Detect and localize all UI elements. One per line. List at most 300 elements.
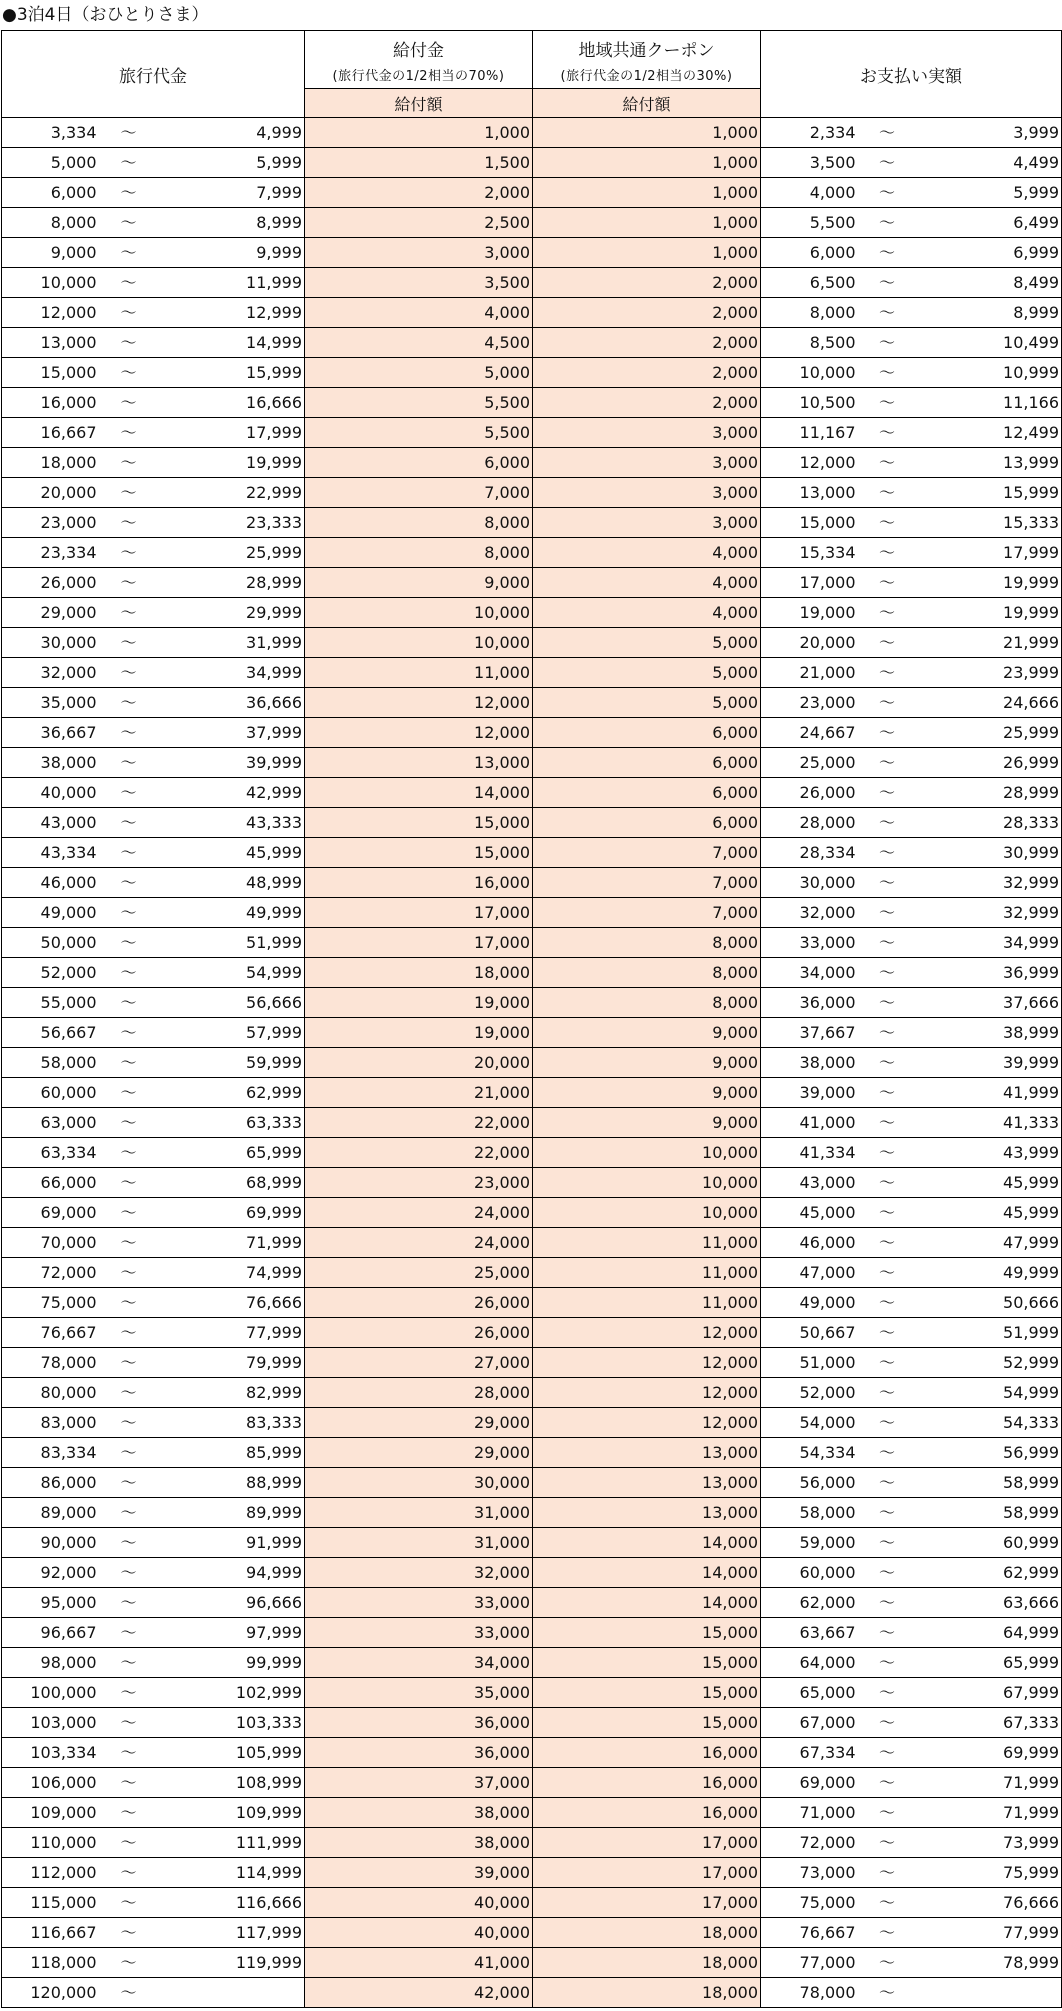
coupon-amount-cell: 12,000 bbox=[533, 1348, 761, 1378]
payment-to-cell: 8,999 bbox=[915, 298, 1062, 328]
coupon-amount-cell: 16,000 bbox=[533, 1798, 761, 1828]
travel-price-to-cell bbox=[157, 1978, 305, 2008]
payment-tilde-cell: 〜 bbox=[860, 1528, 915, 1558]
travel-price-from-cell: 103,334 bbox=[2, 1738, 101, 1768]
travel-price-to-cell: 48,999 bbox=[157, 868, 305, 898]
payment-tilde-cell: 〜 bbox=[860, 478, 915, 508]
travel-price-tilde-cell: 〜 bbox=[101, 238, 157, 268]
payment-to-cell: 60,999 bbox=[915, 1528, 1062, 1558]
travel-price-from-cell: 66,000 bbox=[2, 1168, 101, 1198]
travel-price-to-cell: 59,999 bbox=[157, 1048, 305, 1078]
coupon-amount-cell: 1,000 bbox=[533, 208, 761, 238]
travel-price-tilde-cell: 〜 bbox=[101, 928, 157, 958]
table-row bbox=[2, 148, 1062, 178]
travel-price-from-cell: 46,000 bbox=[2, 868, 101, 898]
header-coupon-amount: 給付額 bbox=[533, 89, 761, 118]
payment-from-cell: 54,334 bbox=[761, 1438, 860, 1468]
travel-price-tilde-cell: 〜 bbox=[101, 448, 157, 478]
benefit-amount-cell: 1,500 bbox=[305, 148, 533, 178]
benefit-amount-cell: 39,000 bbox=[305, 1858, 533, 1888]
travel-price-tilde-cell: 〜 bbox=[101, 1678, 157, 1708]
payment-from-cell: 62,000 bbox=[761, 1588, 860, 1618]
travel-price-from-cell: 83,000 bbox=[2, 1408, 101, 1438]
payment-to-cell: 8,499 bbox=[915, 268, 1062, 298]
travel-price-tilde-cell: 〜 bbox=[101, 358, 157, 388]
header-coupon bbox=[533, 31, 761, 89]
table-row bbox=[2, 1858, 1062, 1888]
benefit-amount-cell: 30,000 bbox=[305, 1468, 533, 1498]
travel-price-tilde-cell: 〜 bbox=[101, 868, 157, 898]
payment-from-cell: 2,334 bbox=[761, 118, 860, 148]
payment-tilde-cell: 〜 bbox=[860, 298, 915, 328]
payment-to-cell: 10,999 bbox=[915, 358, 1062, 388]
coupon-amount-cell: 5,000 bbox=[533, 628, 761, 658]
travel-price-tilde-cell: 〜 bbox=[101, 1438, 157, 1468]
travel-price-tilde-cell: 〜 bbox=[101, 1258, 157, 1288]
coupon-amount-cell: 14,000 bbox=[533, 1558, 761, 1588]
benefit-amount-cell: 8,000 bbox=[305, 508, 533, 538]
travel-price-tilde-cell: 〜 bbox=[101, 1768, 157, 1798]
payment-from-cell: 65,000 bbox=[761, 1678, 860, 1708]
payment-to-cell: 75,999 bbox=[915, 1858, 1062, 1888]
benefit-amount-cell: 1,000 bbox=[305, 118, 533, 148]
payment-from-cell: 75,000 bbox=[761, 1888, 860, 1918]
payment-to-cell: 43,999 bbox=[915, 1138, 1062, 1168]
payment-tilde-cell: 〜 bbox=[860, 808, 915, 838]
coupon-amount-cell: 18,000 bbox=[533, 1978, 761, 2008]
payment-from-cell: 6,500 bbox=[761, 268, 860, 298]
coupon-amount-cell: 17,000 bbox=[533, 1888, 761, 1918]
table-row bbox=[2, 1288, 1062, 1318]
payment-from-cell: 60,000 bbox=[761, 1558, 860, 1588]
travel-price-to-cell: 31,999 bbox=[157, 628, 305, 658]
travel-price-tilde-cell: 〜 bbox=[101, 508, 157, 538]
travel-price-from-cell: 116,667 bbox=[2, 1918, 101, 1948]
travel-price-tilde-cell: 〜 bbox=[101, 568, 157, 598]
table-row bbox=[2, 1948, 1062, 1978]
travel-price-to-cell: 108,999 bbox=[157, 1768, 305, 1798]
coupon-amount-cell: 1,000 bbox=[533, 148, 761, 178]
travel-price-from-cell: 18,000 bbox=[2, 448, 101, 478]
coupon-amount-cell: 4,000 bbox=[533, 538, 761, 568]
travel-price-from-cell: 80,000 bbox=[2, 1378, 101, 1408]
travel-price-from-cell: 96,667 bbox=[2, 1618, 101, 1648]
header-benefit bbox=[305, 31, 533, 89]
benefit-amount-cell: 40,000 bbox=[305, 1888, 533, 1918]
coupon-amount-cell: 9,000 bbox=[533, 1078, 761, 1108]
benefit-amount-cell: 2,000 bbox=[305, 178, 533, 208]
payment-from-cell: 28,334 bbox=[761, 838, 860, 868]
coupon-amount-cell: 6,000 bbox=[533, 718, 761, 748]
travel-price-from-cell: 23,334 bbox=[2, 538, 101, 568]
travel-price-to-cell: 29,999 bbox=[157, 598, 305, 628]
benefit-amount-cell: 25,000 bbox=[305, 1258, 533, 1288]
payment-tilde-cell: 〜 bbox=[860, 1708, 915, 1738]
benefit-amount-cell: 2,500 bbox=[305, 208, 533, 238]
travel-price-from-cell: 58,000 bbox=[2, 1048, 101, 1078]
payment-from-cell: 41,000 bbox=[761, 1108, 860, 1138]
travel-price-to-cell: 85,999 bbox=[157, 1438, 305, 1468]
table-header bbox=[2, 31, 1062, 118]
table-row bbox=[2, 1048, 1062, 1078]
travel-price-from-cell: 35,000 bbox=[2, 688, 101, 718]
travel-price-tilde-cell: 〜 bbox=[101, 1318, 157, 1348]
travel-price-from-cell: 95,000 bbox=[2, 1588, 101, 1618]
fare-table bbox=[1, 30, 1062, 2008]
payment-to-cell: 78,999 bbox=[915, 1948, 1062, 1978]
travel-price-tilde-cell: 〜 bbox=[101, 1468, 157, 1498]
travel-price-from-cell: 72,000 bbox=[2, 1258, 101, 1288]
payment-to-cell: 21,999 bbox=[915, 628, 1062, 658]
travel-price-from-cell: 89,000 bbox=[2, 1498, 101, 1528]
payment-from-cell: 41,334 bbox=[761, 1138, 860, 1168]
travel-price-to-cell: 119,999 bbox=[157, 1948, 305, 1978]
payment-from-cell: 15,000 bbox=[761, 508, 860, 538]
table-row bbox=[2, 538, 1062, 568]
benefit-amount-cell: 26,000 bbox=[305, 1318, 533, 1348]
coupon-amount-cell: 5,000 bbox=[533, 658, 761, 688]
travel-price-to-cell: 76,666 bbox=[157, 1288, 305, 1318]
benefit-amount-cell: 33,000 bbox=[305, 1588, 533, 1618]
travel-price-from-cell: 110,000 bbox=[2, 1828, 101, 1858]
travel-price-from-cell: 38,000 bbox=[2, 748, 101, 778]
travel-price-tilde-cell: 〜 bbox=[101, 1948, 157, 1978]
coupon-amount-cell: 18,000 bbox=[533, 1948, 761, 1978]
travel-price-to-cell: 7,999 bbox=[157, 178, 305, 208]
payment-tilde-cell: 〜 bbox=[860, 718, 915, 748]
payment-to-cell: 64,999 bbox=[915, 1618, 1062, 1648]
payment-from-cell: 67,334 bbox=[761, 1738, 860, 1768]
coupon-amount-cell: 6,000 bbox=[533, 808, 761, 838]
payment-tilde-cell: 〜 bbox=[860, 1108, 915, 1138]
travel-price-to-cell: 114,999 bbox=[157, 1858, 305, 1888]
travel-price-from-cell: 70,000 bbox=[2, 1228, 101, 1258]
travel-price-to-cell: 109,999 bbox=[157, 1798, 305, 1828]
travel-price-to-cell: 89,999 bbox=[157, 1498, 305, 1528]
travel-price-tilde-cell: 〜 bbox=[101, 1168, 157, 1198]
travel-price-from-cell: 90,000 bbox=[2, 1528, 101, 1558]
travel-price-to-cell: 111,999 bbox=[157, 1828, 305, 1858]
table-row bbox=[2, 268, 1062, 298]
coupon-amount-cell: 6,000 bbox=[533, 748, 761, 778]
coupon-amount-cell: 10,000 bbox=[533, 1198, 761, 1228]
travel-price-to-cell: 49,999 bbox=[157, 898, 305, 928]
coupon-amount-cell: 15,000 bbox=[533, 1708, 761, 1738]
coupon-amount-cell: 11,000 bbox=[533, 1288, 761, 1318]
payment-to-cell: 32,999 bbox=[915, 868, 1062, 898]
coupon-amount-cell: 6,000 bbox=[533, 778, 761, 808]
payment-to-cell: 10,499 bbox=[915, 328, 1062, 358]
benefit-amount-cell: 37,000 bbox=[305, 1768, 533, 1798]
header-benefit-note: (旅行代金の1/2相当の70%) bbox=[332, 68, 505, 84]
header-benefit-title: 給付金 bbox=[393, 40, 444, 61]
travel-price-to-cell: 68,999 bbox=[157, 1168, 305, 1198]
payment-tilde-cell: 〜 bbox=[860, 988, 915, 1018]
travel-price-from-cell: 103,000 bbox=[2, 1708, 101, 1738]
travel-price-from-cell: 40,000 bbox=[2, 778, 101, 808]
header-travel-price: 旅行代金 bbox=[2, 31, 305, 118]
payment-from-cell: 67,000 bbox=[761, 1708, 860, 1738]
payment-tilde-cell: 〜 bbox=[860, 148, 915, 178]
coupon-amount-cell: 9,000 bbox=[533, 1048, 761, 1078]
payment-from-cell: 51,000 bbox=[761, 1348, 860, 1378]
travel-price-tilde-cell: 〜 bbox=[101, 1918, 157, 1948]
travel-price-tilde-cell: 〜 bbox=[101, 1648, 157, 1678]
table-row bbox=[2, 1378, 1062, 1408]
payment-from-cell: 71,000 bbox=[761, 1798, 860, 1828]
coupon-amount-cell: 1,000 bbox=[533, 178, 761, 208]
coupon-amount-cell: 5,000 bbox=[533, 688, 761, 718]
benefit-amount-cell: 12,000 bbox=[305, 688, 533, 718]
benefit-amount-cell: 10,000 bbox=[305, 628, 533, 658]
table-row bbox=[2, 628, 1062, 658]
travel-price-to-cell: 23,333 bbox=[157, 508, 305, 538]
travel-price-tilde-cell: 〜 bbox=[101, 478, 157, 508]
travel-price-to-cell: 62,999 bbox=[157, 1078, 305, 1108]
travel-price-to-cell: 11,999 bbox=[157, 268, 305, 298]
travel-price-tilde-cell: 〜 bbox=[101, 538, 157, 568]
table-row bbox=[2, 658, 1062, 688]
payment-tilde-cell: 〜 bbox=[860, 1798, 915, 1828]
table-row bbox=[2, 898, 1062, 928]
travel-price-tilde-cell: 〜 bbox=[101, 1528, 157, 1558]
benefit-amount-cell: 22,000 bbox=[305, 1108, 533, 1138]
coupon-amount-cell: 2,000 bbox=[533, 298, 761, 328]
table-row bbox=[2, 118, 1062, 148]
travel-price-tilde-cell: 〜 bbox=[101, 418, 157, 448]
travel-price-from-cell: 16,667 bbox=[2, 418, 101, 448]
payment-to-cell: 4,499 bbox=[915, 148, 1062, 178]
payment-from-cell: 43,000 bbox=[761, 1168, 860, 1198]
travel-price-tilde-cell: 〜 bbox=[101, 148, 157, 178]
payment-from-cell: 3,500 bbox=[761, 148, 860, 178]
table-row bbox=[2, 1798, 1062, 1828]
travel-price-tilde-cell: 〜 bbox=[101, 718, 157, 748]
travel-price-from-cell: 98,000 bbox=[2, 1648, 101, 1678]
table-row bbox=[2, 388, 1062, 418]
payment-tilde-cell: 〜 bbox=[860, 1168, 915, 1198]
travel-price-to-cell: 25,999 bbox=[157, 538, 305, 568]
coupon-amount-cell: 16,000 bbox=[533, 1768, 761, 1798]
payment-to-cell: 32,999 bbox=[915, 898, 1062, 928]
travel-price-from-cell: 120,000 bbox=[2, 1978, 101, 2008]
travel-price-to-cell: 94,999 bbox=[157, 1558, 305, 1588]
payment-from-cell: 28,000 bbox=[761, 808, 860, 838]
travel-price-to-cell: 88,999 bbox=[157, 1468, 305, 1498]
travel-price-tilde-cell: 〜 bbox=[101, 1078, 157, 1108]
travel-price-tilde-cell: 〜 bbox=[101, 1498, 157, 1528]
payment-to-cell: 69,999 bbox=[915, 1738, 1062, 1768]
payment-to-cell: 67,333 bbox=[915, 1708, 1062, 1738]
travel-price-to-cell: 91,999 bbox=[157, 1528, 305, 1558]
payment-tilde-cell: 〜 bbox=[860, 1978, 915, 2008]
payment-tilde-cell: 〜 bbox=[860, 1408, 915, 1438]
travel-price-to-cell: 19,999 bbox=[157, 448, 305, 478]
coupon-amount-cell: 10,000 bbox=[533, 1168, 761, 1198]
payment-to-cell: 39,999 bbox=[915, 1048, 1062, 1078]
table-row bbox=[2, 1768, 1062, 1798]
travel-price-tilde-cell: 〜 bbox=[101, 1108, 157, 1138]
payment-to-cell: 73,999 bbox=[915, 1828, 1062, 1858]
travel-price-to-cell: 43,333 bbox=[157, 808, 305, 838]
travel-price-to-cell: 102,999 bbox=[157, 1678, 305, 1708]
travel-price-to-cell: 37,999 bbox=[157, 718, 305, 748]
payment-from-cell: 49,000 bbox=[761, 1288, 860, 1318]
payment-from-cell: 58,000 bbox=[761, 1498, 860, 1528]
table-row bbox=[2, 988, 1062, 1018]
payment-tilde-cell: 〜 bbox=[860, 238, 915, 268]
payment-tilde-cell: 〜 bbox=[860, 388, 915, 418]
benefit-amount-cell: 35,000 bbox=[305, 1678, 533, 1708]
travel-price-from-cell: 112,000 bbox=[2, 1858, 101, 1888]
travel-price-tilde-cell: 〜 bbox=[101, 178, 157, 208]
payment-from-cell: 77,000 bbox=[761, 1948, 860, 1978]
benefit-amount-cell: 5,000 bbox=[305, 358, 533, 388]
coupon-amount-cell: 10,000 bbox=[533, 1138, 761, 1168]
payment-tilde-cell: 〜 bbox=[860, 1078, 915, 1108]
coupon-amount-cell: 3,000 bbox=[533, 478, 761, 508]
coupon-amount-cell: 15,000 bbox=[533, 1678, 761, 1708]
travel-price-from-cell: 100,000 bbox=[2, 1678, 101, 1708]
coupon-amount-cell: 7,000 bbox=[533, 868, 761, 898]
payment-to-cell: 30,999 bbox=[915, 838, 1062, 868]
travel-price-to-cell: 99,999 bbox=[157, 1648, 305, 1678]
travel-price-tilde-cell: 〜 bbox=[101, 1138, 157, 1168]
benefit-amount-cell: 13,000 bbox=[305, 748, 533, 778]
travel-price-from-cell: 15,000 bbox=[2, 358, 101, 388]
coupon-amount-cell: 11,000 bbox=[533, 1228, 761, 1258]
payment-from-cell: 8,000 bbox=[761, 298, 860, 328]
travel-price-tilde-cell: 〜 bbox=[101, 748, 157, 778]
travel-price-to-cell: 36,666 bbox=[157, 688, 305, 718]
payment-tilde-cell: 〜 bbox=[860, 1048, 915, 1078]
benefit-amount-cell: 3,500 bbox=[305, 268, 533, 298]
payment-to-cell: 6,999 bbox=[915, 238, 1062, 268]
payment-tilde-cell: 〜 bbox=[860, 1138, 915, 1168]
payment-tilde-cell: 〜 bbox=[860, 628, 915, 658]
coupon-amount-cell: 12,000 bbox=[533, 1378, 761, 1408]
payment-tilde-cell: 〜 bbox=[860, 1678, 915, 1708]
coupon-amount-cell: 17,000 bbox=[533, 1858, 761, 1888]
travel-price-to-cell: 12,999 bbox=[157, 298, 305, 328]
benefit-amount-cell: 5,500 bbox=[305, 418, 533, 448]
payment-tilde-cell: 〜 bbox=[860, 118, 915, 148]
payment-tilde-cell: 〜 bbox=[860, 508, 915, 538]
benefit-amount-cell: 29,000 bbox=[305, 1408, 533, 1438]
payment-to-cell: 37,666 bbox=[915, 988, 1062, 1018]
payment-tilde-cell: 〜 bbox=[860, 1348, 915, 1378]
payment-to-cell: 71,999 bbox=[915, 1768, 1062, 1798]
benefit-amount-cell: 42,000 bbox=[305, 1978, 533, 2008]
payment-from-cell: 21,000 bbox=[761, 658, 860, 688]
coupon-amount-cell: 1,000 bbox=[533, 118, 761, 148]
payment-tilde-cell: 〜 bbox=[860, 1228, 915, 1258]
travel-price-to-cell: 116,666 bbox=[157, 1888, 305, 1918]
table-row bbox=[2, 1978, 1062, 2008]
travel-price-tilde-cell: 〜 bbox=[101, 118, 157, 148]
payment-to-cell: 38,999 bbox=[915, 1018, 1062, 1048]
travel-price-from-cell: 16,000 bbox=[2, 388, 101, 418]
travel-price-to-cell: 22,999 bbox=[157, 478, 305, 508]
payment-from-cell: 32,000 bbox=[761, 898, 860, 928]
benefit-amount-cell: 19,000 bbox=[305, 988, 533, 1018]
payment-from-cell: 12,000 bbox=[761, 448, 860, 478]
payment-to-cell: 41,333 bbox=[915, 1108, 1062, 1138]
payment-to-cell: 62,999 bbox=[915, 1558, 1062, 1588]
payment-tilde-cell: 〜 bbox=[860, 1198, 915, 1228]
payment-tilde-cell: 〜 bbox=[860, 1918, 915, 1948]
payment-to-cell: 15,333 bbox=[915, 508, 1062, 538]
travel-price-to-cell: 56,666 bbox=[157, 988, 305, 1018]
table-row bbox=[2, 418, 1062, 448]
travel-price-tilde-cell: 〜 bbox=[101, 1048, 157, 1078]
benefit-amount-cell: 11,000 bbox=[305, 658, 533, 688]
travel-price-from-cell: 9,000 bbox=[2, 238, 101, 268]
travel-price-tilde-cell: 〜 bbox=[101, 1798, 157, 1828]
coupon-amount-cell: 3,000 bbox=[533, 448, 761, 478]
travel-price-tilde-cell: 〜 bbox=[101, 1738, 157, 1768]
benefit-amount-cell: 33,000 bbox=[305, 1618, 533, 1648]
table-row bbox=[2, 1468, 1062, 1498]
benefit-amount-cell: 28,000 bbox=[305, 1378, 533, 1408]
payment-to-cell: 58,999 bbox=[915, 1498, 1062, 1528]
travel-price-from-cell: 76,667 bbox=[2, 1318, 101, 1348]
travel-price-tilde-cell: 〜 bbox=[101, 328, 157, 358]
header-benefit-amount: 給付額 bbox=[305, 89, 533, 118]
benefit-amount-cell: 31,000 bbox=[305, 1498, 533, 1528]
travel-price-to-cell: 5,999 bbox=[157, 148, 305, 178]
table-row bbox=[2, 1138, 1062, 1168]
table-row bbox=[2, 838, 1062, 868]
payment-to-cell: 36,999 bbox=[915, 958, 1062, 988]
payment-tilde-cell: 〜 bbox=[860, 778, 915, 808]
payment-to-cell: 19,999 bbox=[915, 568, 1062, 598]
travel-price-tilde-cell: 〜 bbox=[101, 1018, 157, 1048]
travel-price-tilde-cell: 〜 bbox=[101, 208, 157, 238]
payment-tilde-cell: 〜 bbox=[860, 1558, 915, 1588]
table-row bbox=[2, 1588, 1062, 1618]
payment-from-cell: 6,000 bbox=[761, 238, 860, 268]
payment-tilde-cell: 〜 bbox=[860, 928, 915, 958]
travel-price-from-cell: 63,334 bbox=[2, 1138, 101, 1168]
table-row bbox=[2, 508, 1062, 538]
travel-price-tilde-cell: 〜 bbox=[101, 1978, 157, 2008]
payment-tilde-cell: 〜 bbox=[860, 1888, 915, 1918]
table-row bbox=[2, 478, 1062, 508]
table-row bbox=[2, 1708, 1062, 1738]
travel-price-from-cell: 56,667 bbox=[2, 1018, 101, 1048]
coupon-amount-cell: 7,000 bbox=[533, 838, 761, 868]
payment-tilde-cell: 〜 bbox=[860, 538, 915, 568]
travel-price-tilde-cell: 〜 bbox=[101, 1618, 157, 1648]
travel-price-to-cell: 17,999 bbox=[157, 418, 305, 448]
table-row bbox=[2, 568, 1062, 598]
payment-from-cell: 64,000 bbox=[761, 1648, 860, 1678]
table-row bbox=[2, 1018, 1062, 1048]
travel-price-to-cell: 14,999 bbox=[157, 328, 305, 358]
payment-to-cell: 51,999 bbox=[915, 1318, 1062, 1348]
header-payment: お支払い実額 bbox=[761, 31, 1062, 118]
payment-from-cell: 19,000 bbox=[761, 598, 860, 628]
coupon-amount-cell: 2,000 bbox=[533, 328, 761, 358]
travel-price-from-cell: 55,000 bbox=[2, 988, 101, 1018]
travel-price-tilde-cell: 〜 bbox=[101, 298, 157, 328]
coupon-amount-cell: 14,000 bbox=[533, 1588, 761, 1618]
benefit-amount-cell: 24,000 bbox=[305, 1198, 533, 1228]
travel-price-tilde-cell: 〜 bbox=[101, 268, 157, 298]
coupon-amount-cell: 1,000 bbox=[533, 238, 761, 268]
travel-price-to-cell: 45,999 bbox=[157, 838, 305, 868]
